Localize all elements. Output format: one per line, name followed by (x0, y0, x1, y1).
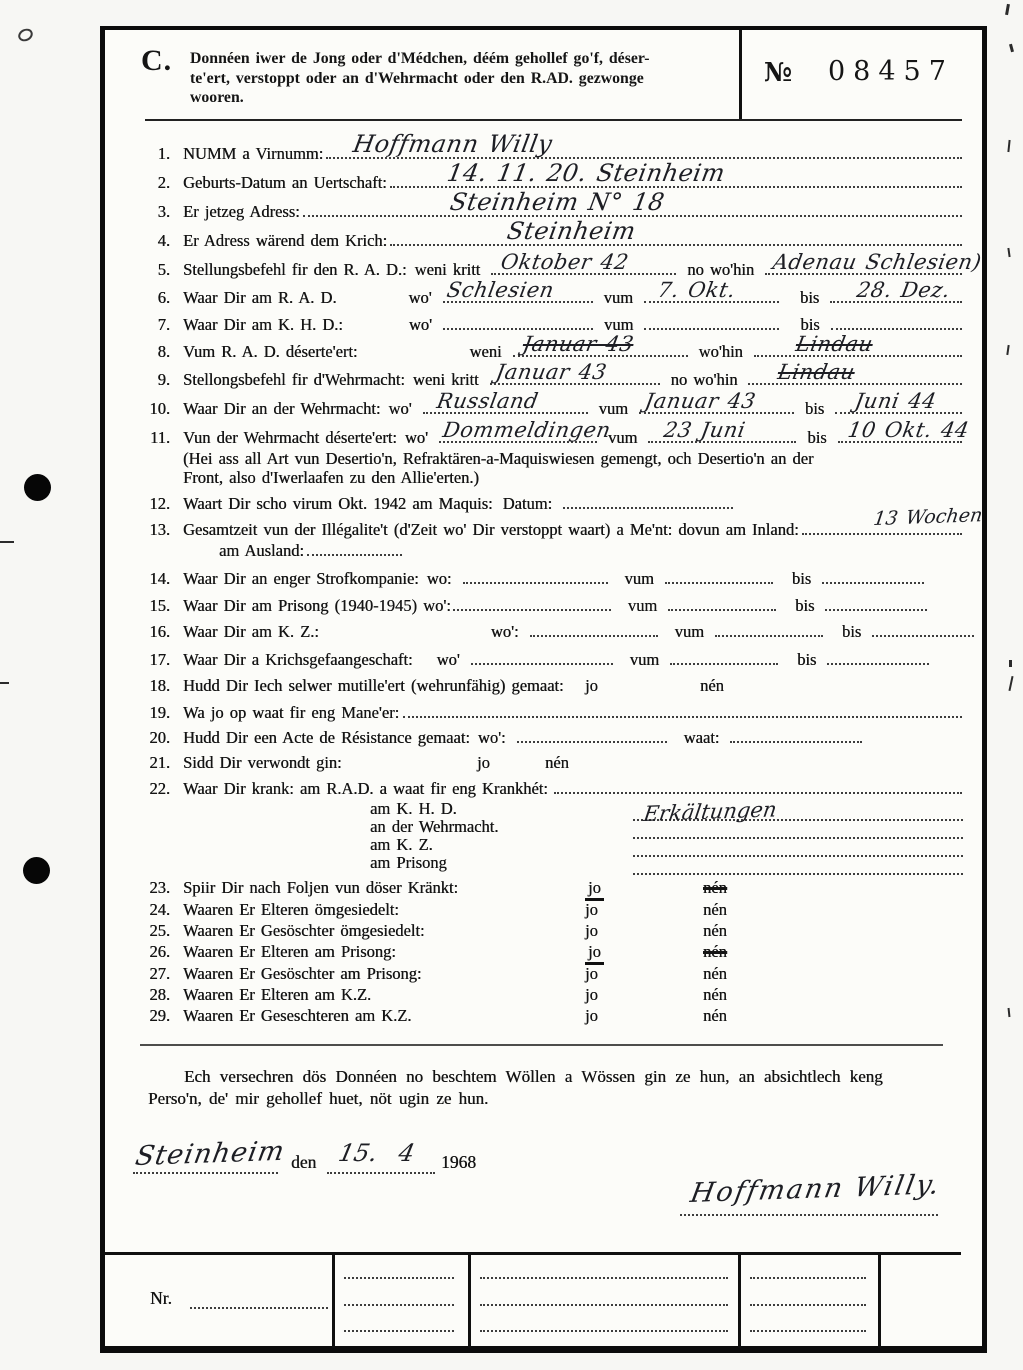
item-number: 16. (149, 622, 170, 641)
dotted-line (344, 1304, 454, 1306)
signature-dotted-line (680, 1214, 938, 1216)
dotted-field (802, 532, 962, 535)
item-label: an der Wehrmacht. (370, 817, 499, 836)
item-label: Er Adress wärend dem Krich: (183, 231, 388, 250)
handwritten-value: Januar 43 (520, 332, 636, 356)
item-label: Waar Dir am Prisong (1940-1945) wo': (183, 596, 451, 615)
inline-label: bis (795, 596, 815, 615)
inline-label: bis (804, 399, 825, 418)
inline-label: wo': (477, 728, 506, 747)
inline-label: bis (791, 569, 812, 588)
handwritten-value: Dommeldingen (441, 418, 613, 442)
item-label: Waaren Er Elteren ömgesiedelt: (183, 900, 399, 919)
inline-label: bis (841, 622, 862, 641)
inline-label: weni kritt (412, 370, 479, 389)
dotted-line (327, 1172, 435, 1174)
inline-label: no wo'hin (670, 370, 738, 389)
item-number: 14. (149, 569, 170, 588)
scan-mark (1007, 140, 1010, 152)
dotted-field (831, 327, 962, 330)
item-label: (Hei ass all Art vun Desertio'n, Refraktären-a-Maquiswiesen gemengt, och Desertio'n an der (183, 449, 814, 468)
option-jo: jo (585, 921, 598, 940)
handwritten-value: Russland (434, 389, 540, 413)
dotted-line (633, 873, 963, 875)
inline-label: wo' (404, 428, 429, 447)
dotted-line (344, 1277, 454, 1279)
item-label: am Prisong (370, 853, 447, 872)
form-row-r21 (146, 753, 965, 773)
option-jo: jo (477, 753, 490, 772)
item-label: Er jetzeg Adress: (183, 202, 300, 221)
inline-label: bis (797, 650, 817, 669)
dotted-field (668, 608, 776, 611)
handwritten-signature: Hoffmann Willy. (688, 1169, 944, 1209)
form-row-r13b (146, 541, 965, 561)
declaration-line1: Ech versechren dös Donnéen no beschtem Wöllen a Wössen gin ze hun, an absichtlech keng (184, 1067, 883, 1086)
inline-label: wo' (408, 315, 433, 334)
option-nén: nén (703, 942, 727, 961)
section-rule (140, 1044, 943, 1046)
den-label: den (291, 1152, 317, 1172)
item-label: Stellongsbefehl fir d'Wehrmacht: (183, 370, 405, 389)
handwritten-value: Adenau Schlesien) (771, 250, 984, 274)
item-number: 27. (149, 964, 170, 983)
inline-label: vum (674, 622, 704, 641)
dotted-field (490, 360, 660, 385)
item-label: Waar Dir a Krichsgefaangeschaft: (183, 650, 413, 669)
dotted-field (439, 418, 613, 443)
handwritten-value: 28. Dez. (855, 278, 953, 302)
handwritten-value: Januar 43 (493, 360, 609, 384)
dotted-field (390, 217, 962, 246)
header-divider (739, 30, 742, 119)
item-label: Vun der Wehrmacht déserte'ert: (183, 428, 397, 447)
form-row-r5 (146, 250, 984, 280)
dotted-field (563, 506, 733, 509)
item-label: Geburts-Datum an Uertschaft: (183, 173, 387, 192)
handwritten-value: Juni 44 (853, 389, 939, 413)
item-number: 23. (149, 878, 170, 897)
declaration-paragraph (148, 1066, 948, 1110)
form-row-r28 (146, 985, 965, 1005)
option-nén: nén (700, 676, 724, 695)
dotted-field (530, 634, 658, 637)
item-label: am Ausland: (219, 541, 304, 560)
item-label: Waar Dir am R. A. D. (183, 288, 337, 307)
option-jo: jo (585, 942, 604, 965)
scan-mark (1008, 1008, 1011, 1017)
dotted-line (480, 1330, 728, 1332)
handwritten-value: Hoffmann Willy (351, 130, 555, 158)
inline-label: Datum: (502, 494, 553, 513)
inline-label: bis (800, 315, 820, 334)
footer-table-top-rule (104, 1252, 961, 1255)
item-number: 12. (149, 494, 170, 513)
dotted-field (423, 389, 588, 414)
footer-table-vline (878, 1252, 881, 1348)
form-row-r22b (146, 799, 965, 819)
header-rule (145, 119, 962, 121)
dotted-field (443, 327, 593, 330)
item-number: 11. (149, 428, 170, 447)
hole-punch (23, 857, 50, 884)
form-serial-number: 08457 (828, 56, 954, 87)
scan-mark (0, 541, 14, 543)
form-row-r10 (146, 389, 965, 419)
item-number: 4. (157, 231, 170, 250)
handwritten-value: Januar 43 (642, 389, 758, 413)
form-row-r19 (146, 703, 965, 723)
dotted-field (453, 608, 611, 611)
item-number: 24. (149, 900, 170, 919)
inline-label: wo' (408, 288, 432, 307)
handwritten-value: 23 Juni (662, 418, 748, 442)
inline-label: bis (807, 428, 827, 447)
form-row-r24 (146, 900, 965, 920)
item-label: Waar Dir am K. Z.: (183, 622, 319, 641)
dotted-field (491, 250, 676, 275)
form-title-line2: te'ert, verstoppt oder an d'Wehrmacht oder den R.AD. gezwonge (190, 69, 644, 87)
item-label: Waar Dir an enger Strofkompanie: (183, 569, 419, 588)
form-title (190, 49, 735, 108)
inline-label: wo' (436, 650, 460, 669)
dotted-field (463, 581, 608, 584)
option-jo: jo (585, 1006, 598, 1025)
item-label: Wa jo op waat fir eng Mane'er: (183, 703, 400, 722)
scan-mark (0, 682, 9, 684)
form-row-r29 (146, 1006, 965, 1026)
dotted-field (825, 608, 927, 611)
item-number: 19. (149, 703, 170, 722)
inline-label: weni (469, 342, 502, 361)
footer-table-vline (738, 1252, 741, 1348)
item-number: 25. (149, 921, 170, 940)
form-row-r16 (146, 622, 965, 642)
inline-label: vum (627, 596, 658, 615)
dotted-field (644, 327, 779, 330)
inline-label: vum (604, 315, 634, 334)
inline-label: vum (603, 288, 633, 307)
item-number: 2. (157, 173, 170, 192)
dotted-field (403, 715, 962, 718)
form-row-r17 (146, 650, 965, 670)
inline-label: bis (799, 288, 820, 307)
item-number: 15. (149, 596, 170, 615)
dotted-field (822, 581, 924, 584)
scan-mark-ring (16, 26, 35, 43)
option-nén: nén (703, 985, 727, 1004)
inline-label: vum (608, 428, 638, 447)
item-number: 20. (149, 728, 170, 747)
dotted-line (750, 1304, 866, 1306)
item-number: 10. (149, 399, 170, 418)
item-number: 28. (149, 985, 170, 1004)
dotted-line (480, 1304, 728, 1306)
option-nén: nén (703, 921, 727, 940)
scan-mark (1009, 44, 1014, 53)
dotted-line (750, 1277, 866, 1279)
handwritten-place: Steinheim (133, 1135, 288, 1172)
form-row-r4 (146, 217, 965, 251)
form-row-r15 (146, 596, 965, 616)
dotted-field (513, 332, 688, 357)
form-row-r11 (146, 418, 971, 448)
item-label: Waaren Er Gesöschter ömgesiedelt: (183, 921, 425, 940)
form-row-r20 (146, 728, 965, 748)
form-row-r18 (146, 676, 965, 696)
scan-mark (1005, 4, 1010, 15)
dotted-field (730, 740, 862, 743)
item-label: Waar Dir an der Wehrmacht: (183, 399, 381, 418)
inline-label: no wo'hin (687, 260, 755, 279)
option-nén: nén (703, 1006, 727, 1025)
item-label: am K. H. D. (370, 799, 457, 818)
handwritten-value: Schlesien (444, 278, 556, 302)
item-label: Gesamtzeit vun der Illégalite't (d'Zeit wo' Dir verstoppt waart) a Me'nt: dovun am Inland: (183, 520, 799, 539)
item-label: Hudd Dir een Acte de Résistance gemaat: (183, 728, 470, 747)
section-letter: C. (141, 44, 173, 77)
handwritten-value: 14. 11. 20. Steinheim (444, 159, 728, 187)
inline-label: waat: (683, 728, 720, 747)
item-label: NUMM a Virnumm: (183, 144, 324, 163)
form-title-line3: wooren. (190, 89, 244, 106)
form-row-r6 (146, 278, 965, 308)
dotted-field (830, 278, 962, 303)
inline-label: vum (629, 650, 660, 669)
item-label: Waar Dir am K. H. D.: (183, 315, 343, 334)
item-number: 7. (157, 315, 170, 334)
item-label: Waart Dir scho virum Okt. 1942 am Maquis: (183, 494, 493, 513)
dotted-field (748, 360, 962, 385)
option-jo: jo (585, 964, 598, 983)
dotted-field (665, 581, 773, 584)
inline-label: wo': (490, 622, 519, 641)
item-number: 9. (157, 370, 170, 389)
option-jo: jo (585, 878, 604, 901)
form-row-r14 (146, 569, 965, 589)
footer-table-vline (332, 1252, 335, 1348)
dotted-field (443, 278, 593, 303)
item-label: Waaren Er Geseschteren am K.Z. (183, 1006, 412, 1025)
dotted-field (715, 634, 823, 637)
option-nén: nén (703, 900, 727, 919)
handwritten-day: 15. (336, 1139, 381, 1167)
dotted-field (838, 418, 971, 443)
item-number: 17. (149, 650, 170, 669)
form-row-r22e (146, 853, 965, 873)
form-row-r11n1 (146, 449, 965, 469)
item-number: 26. (149, 942, 170, 961)
dotted-field (639, 389, 794, 414)
dotted-field (765, 250, 984, 275)
form-row-r25 (146, 921, 965, 941)
item-number: 29. (149, 1006, 170, 1025)
dotted-line (480, 1277, 728, 1279)
dotted-line (344, 1330, 454, 1332)
dotted-field (307, 553, 402, 556)
inline-label: wo'hin (698, 342, 743, 361)
option-nén: nén (703, 878, 727, 897)
item-number: 8. (157, 342, 170, 361)
dotted-field (670, 662, 778, 665)
item-number: 3. (157, 202, 170, 221)
inline-label: vum (624, 569, 654, 588)
handwritten-value: 10 Okt. 44 (845, 418, 971, 442)
form-row-r26 (146, 942, 965, 962)
item-label: Waaren Er Elteren am Prisong: (183, 942, 396, 961)
nr-label: Nr. (150, 1288, 172, 1308)
handwritten-value: 13 Wochen (872, 504, 984, 530)
option-nén: nén (703, 964, 727, 983)
handwritten-value: Lindau (793, 332, 875, 356)
form-title-line1: Donnéen iwer de Jong oder d'Médchen, déém gehollef go'f, déser- (190, 50, 650, 67)
item-number: 13. (149, 520, 170, 539)
dotted-field (872, 634, 974, 637)
form-row-r12 (146, 494, 965, 514)
scan-mark (1006, 345, 1009, 355)
item-number: 18. (149, 676, 170, 695)
inline-label: wo: (426, 569, 452, 588)
hole-punch (24, 474, 51, 501)
item-label: Waar Dir krank: am R.A.D. a waat fir eng Krankhét: (183, 779, 548, 798)
item-number: 6. (157, 288, 170, 307)
dotted-field (471, 662, 613, 665)
item-number: 21. (149, 753, 170, 772)
option-jo: jo (585, 676, 598, 695)
dotted-field (644, 278, 779, 303)
dotted-field (835, 389, 962, 414)
footer-table-vline (468, 1252, 471, 1348)
dotted-field (517, 740, 667, 743)
numero-sign: № (764, 58, 793, 88)
form-row-r23 (146, 878, 965, 898)
form-row-r27 (146, 964, 965, 984)
dotted-field (827, 662, 929, 665)
item-number: 22. (149, 779, 170, 798)
dotted-field (648, 418, 796, 443)
handwritten-value: Lindau (776, 360, 858, 384)
dotted-line (133, 1172, 278, 1174)
option-jo: jo (585, 985, 598, 1004)
form-row-r9 (146, 360, 965, 390)
dotted-line (190, 1307, 328, 1309)
option-jo: jo (585, 900, 598, 919)
item-label: Stellungsbefehl fir den R. A. D.: (183, 260, 407, 279)
form-row-r8 (146, 332, 965, 362)
scan-mark (1009, 660, 1012, 667)
item-number: 1. (157, 144, 170, 163)
handwritten-value: Steinheim N° 18 (447, 188, 667, 216)
item-label: Waaren Er Gesöschter am Prisong: (183, 964, 422, 983)
year-label: 1968 (441, 1152, 476, 1172)
dotted-field (554, 791, 962, 794)
dotted-line (750, 1330, 866, 1332)
form-row-r22d (146, 835, 965, 855)
item-label: Spiir Dir nach Foljen vun döser Kränkt: (183, 878, 459, 897)
scan-mark (1008, 676, 1013, 691)
handwritten-value: Oktober 42 (499, 250, 631, 274)
form-row-r11n2 (146, 468, 965, 488)
item-label: Front, also d'Iwerlaafen zu den Allie'erten.) (183, 468, 479, 487)
option-nén: nén (545, 753, 569, 772)
handwritten-value: Erkältungen (642, 797, 779, 826)
item-label: Sidd Dir verwondt gin: (183, 753, 342, 772)
handwritten-month: 4 (396, 1139, 418, 1167)
declaration-line2: Perso'n, de' mir gehollef huet, nöt ugin ze hun. (148, 1089, 489, 1108)
item-label: Waaren Er Elteren am K.Z. (183, 985, 372, 1004)
item-label: Vum R. A. D. déserte'ert: (183, 342, 358, 361)
handwritten-value: Steinheim (505, 217, 639, 245)
inline-label: vum (598, 399, 628, 418)
inline-label: wo' (388, 399, 412, 418)
item-label: Hudd Dir Iech selwer mutille'ert (wehrunfähig) gemaat: (183, 676, 564, 695)
handwritten-value: 7. Okt. (655, 278, 738, 302)
scan-mark (1007, 248, 1010, 257)
inline-label: weni kritt (414, 260, 481, 279)
item-label: am K. Z. (370, 835, 433, 854)
form-row-r22 (146, 779, 965, 799)
dotted-field (754, 332, 962, 357)
item-number: 5. (157, 260, 170, 279)
form-row-r13 (146, 504, 984, 540)
